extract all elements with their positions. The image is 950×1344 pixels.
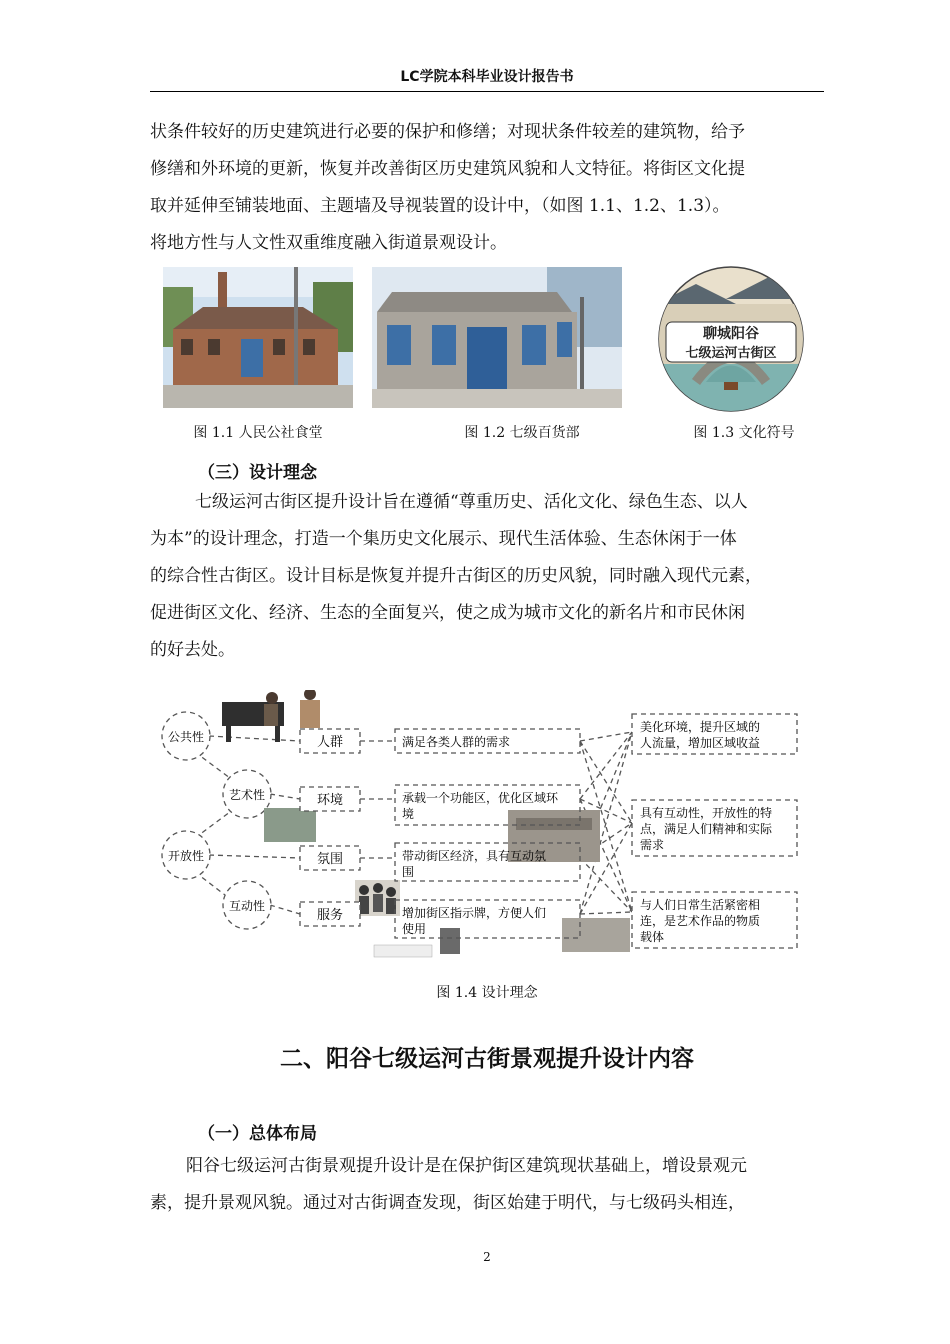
figure-caption: 图 1.1 人民公社食堂 (193, 425, 323, 441)
goal-line: 需求 (640, 838, 665, 852)
attribute-circles (162, 712, 271, 929)
goal-line: 点，满足人们精神和实际 (640, 822, 773, 836)
section-heading: （三）设计理念 (198, 463, 317, 483)
figure-caption: 图 1.2 七级百货部 (464, 425, 580, 441)
circle-label: 开放性 (167, 849, 205, 863)
figure-caption: 图 1.3 文化符号 (693, 425, 795, 441)
design-concept-diagram (150, 690, 810, 960)
text-line: 状条件较好的历史建筑进行必要的保护和修缮；对现状条件较差的建筑物，给予 (150, 122, 745, 142)
aspect-label: 服务 (316, 908, 344, 923)
need-line: 围 (402, 865, 415, 879)
need-line: 承载一个功能区，优化区域环 (402, 791, 559, 805)
need-line: 满足各类人群的需求 (402, 735, 511, 749)
street-photo-thumb (264, 808, 316, 842)
text-line: 为本”的设计理念，打造一个集历史文化展示、现代生活体验、生态休闲于一体 (150, 529, 737, 549)
badge-text-line2: 七级运河古街区 (685, 346, 777, 361)
aspect-label: 氛围 (316, 852, 344, 867)
text-line: 将地方性与人文性双重维度融入街道景观设计。 (150, 233, 507, 253)
running-header: LC学院本科毕业设计报告书 (400, 69, 574, 85)
canteen-photo (163, 267, 353, 408)
chapter-title: 二、阳谷七级运河古街景观提升设计内容 (280, 1046, 694, 1072)
goal-line: 具有互动性，开放性的特 (640, 806, 773, 820)
aspect-label: 人群 (316, 735, 344, 750)
text-line: 促进街区文化、经济、生态的全面复兴，使之成为城市文化的新名片和市民休闲 (150, 603, 745, 623)
intro-paragraph (150, 114, 824, 262)
need-line: 使用 (402, 922, 427, 936)
figure-caption: 图 1.4 设计理念 (436, 985, 538, 1001)
text-line: 素，提升景观风貌。通过对古街调查发现，街区始建于明代，与七级码头相连， (150, 1193, 745, 1213)
culture-symbol-badge (656, 264, 806, 414)
goal-boxes (632, 714, 797, 948)
store-photo (372, 267, 622, 408)
sign-thumb (374, 945, 432, 957)
need-line: 增加街区指示牌，方便人们 (402, 906, 547, 920)
text-line: 阳谷七级运河古街景观提升设计是在保护街区建筑现状基础上，增设景观元 (186, 1156, 747, 1176)
layout-paragraph (150, 1148, 824, 1222)
circle-label: 公共性 (167, 730, 205, 744)
text-line: 修缮和外环境的更新，恢复并改善街区历史建筑风貌和人文特征。将街区文化提 (150, 159, 745, 179)
need-line: 带动街区经济，具有互动氛 (402, 849, 547, 863)
alley-photo-thumb (562, 918, 630, 952)
goal-line: 美化环境，提升区域的 (640, 720, 761, 734)
goal-line: 与人们日常生活紧密相 (640, 898, 761, 912)
text-line: 的综合性古街区。设计目标是恢复并提升古街区的历史风貌，同时融入现代元素， (150, 566, 762, 586)
page-number: 2 (483, 1250, 491, 1264)
section-heading: （一）总体布局 (198, 1124, 317, 1144)
header-rule (150, 91, 824, 92)
text-line: 的好去处。 (150, 640, 235, 660)
need-line: 境 (402, 807, 415, 821)
circle-label: 互动性 (228, 899, 266, 913)
design-concept-paragraph (150, 484, 824, 669)
circle-label: 艺术性 (228, 788, 266, 802)
text-line: 七级运河古街区提升设计旨在遵循“尊重历史、活化文化、绿色生态、以人 (195, 492, 748, 512)
aspect-label: 环境 (316, 793, 344, 808)
badge-text-line1: 聊城阳谷 (703, 326, 759, 342)
text-line: 取并延伸至铺装地面、主题墙及导视装置的设计中，（如图 1.1、1.2、1.3）。 (150, 196, 730, 216)
goal-line: 载体 (640, 930, 665, 944)
goal-line: 人流量，增加区域收益 (640, 736, 761, 750)
goal-line: 连，是艺术作品的物质 (640, 914, 761, 928)
